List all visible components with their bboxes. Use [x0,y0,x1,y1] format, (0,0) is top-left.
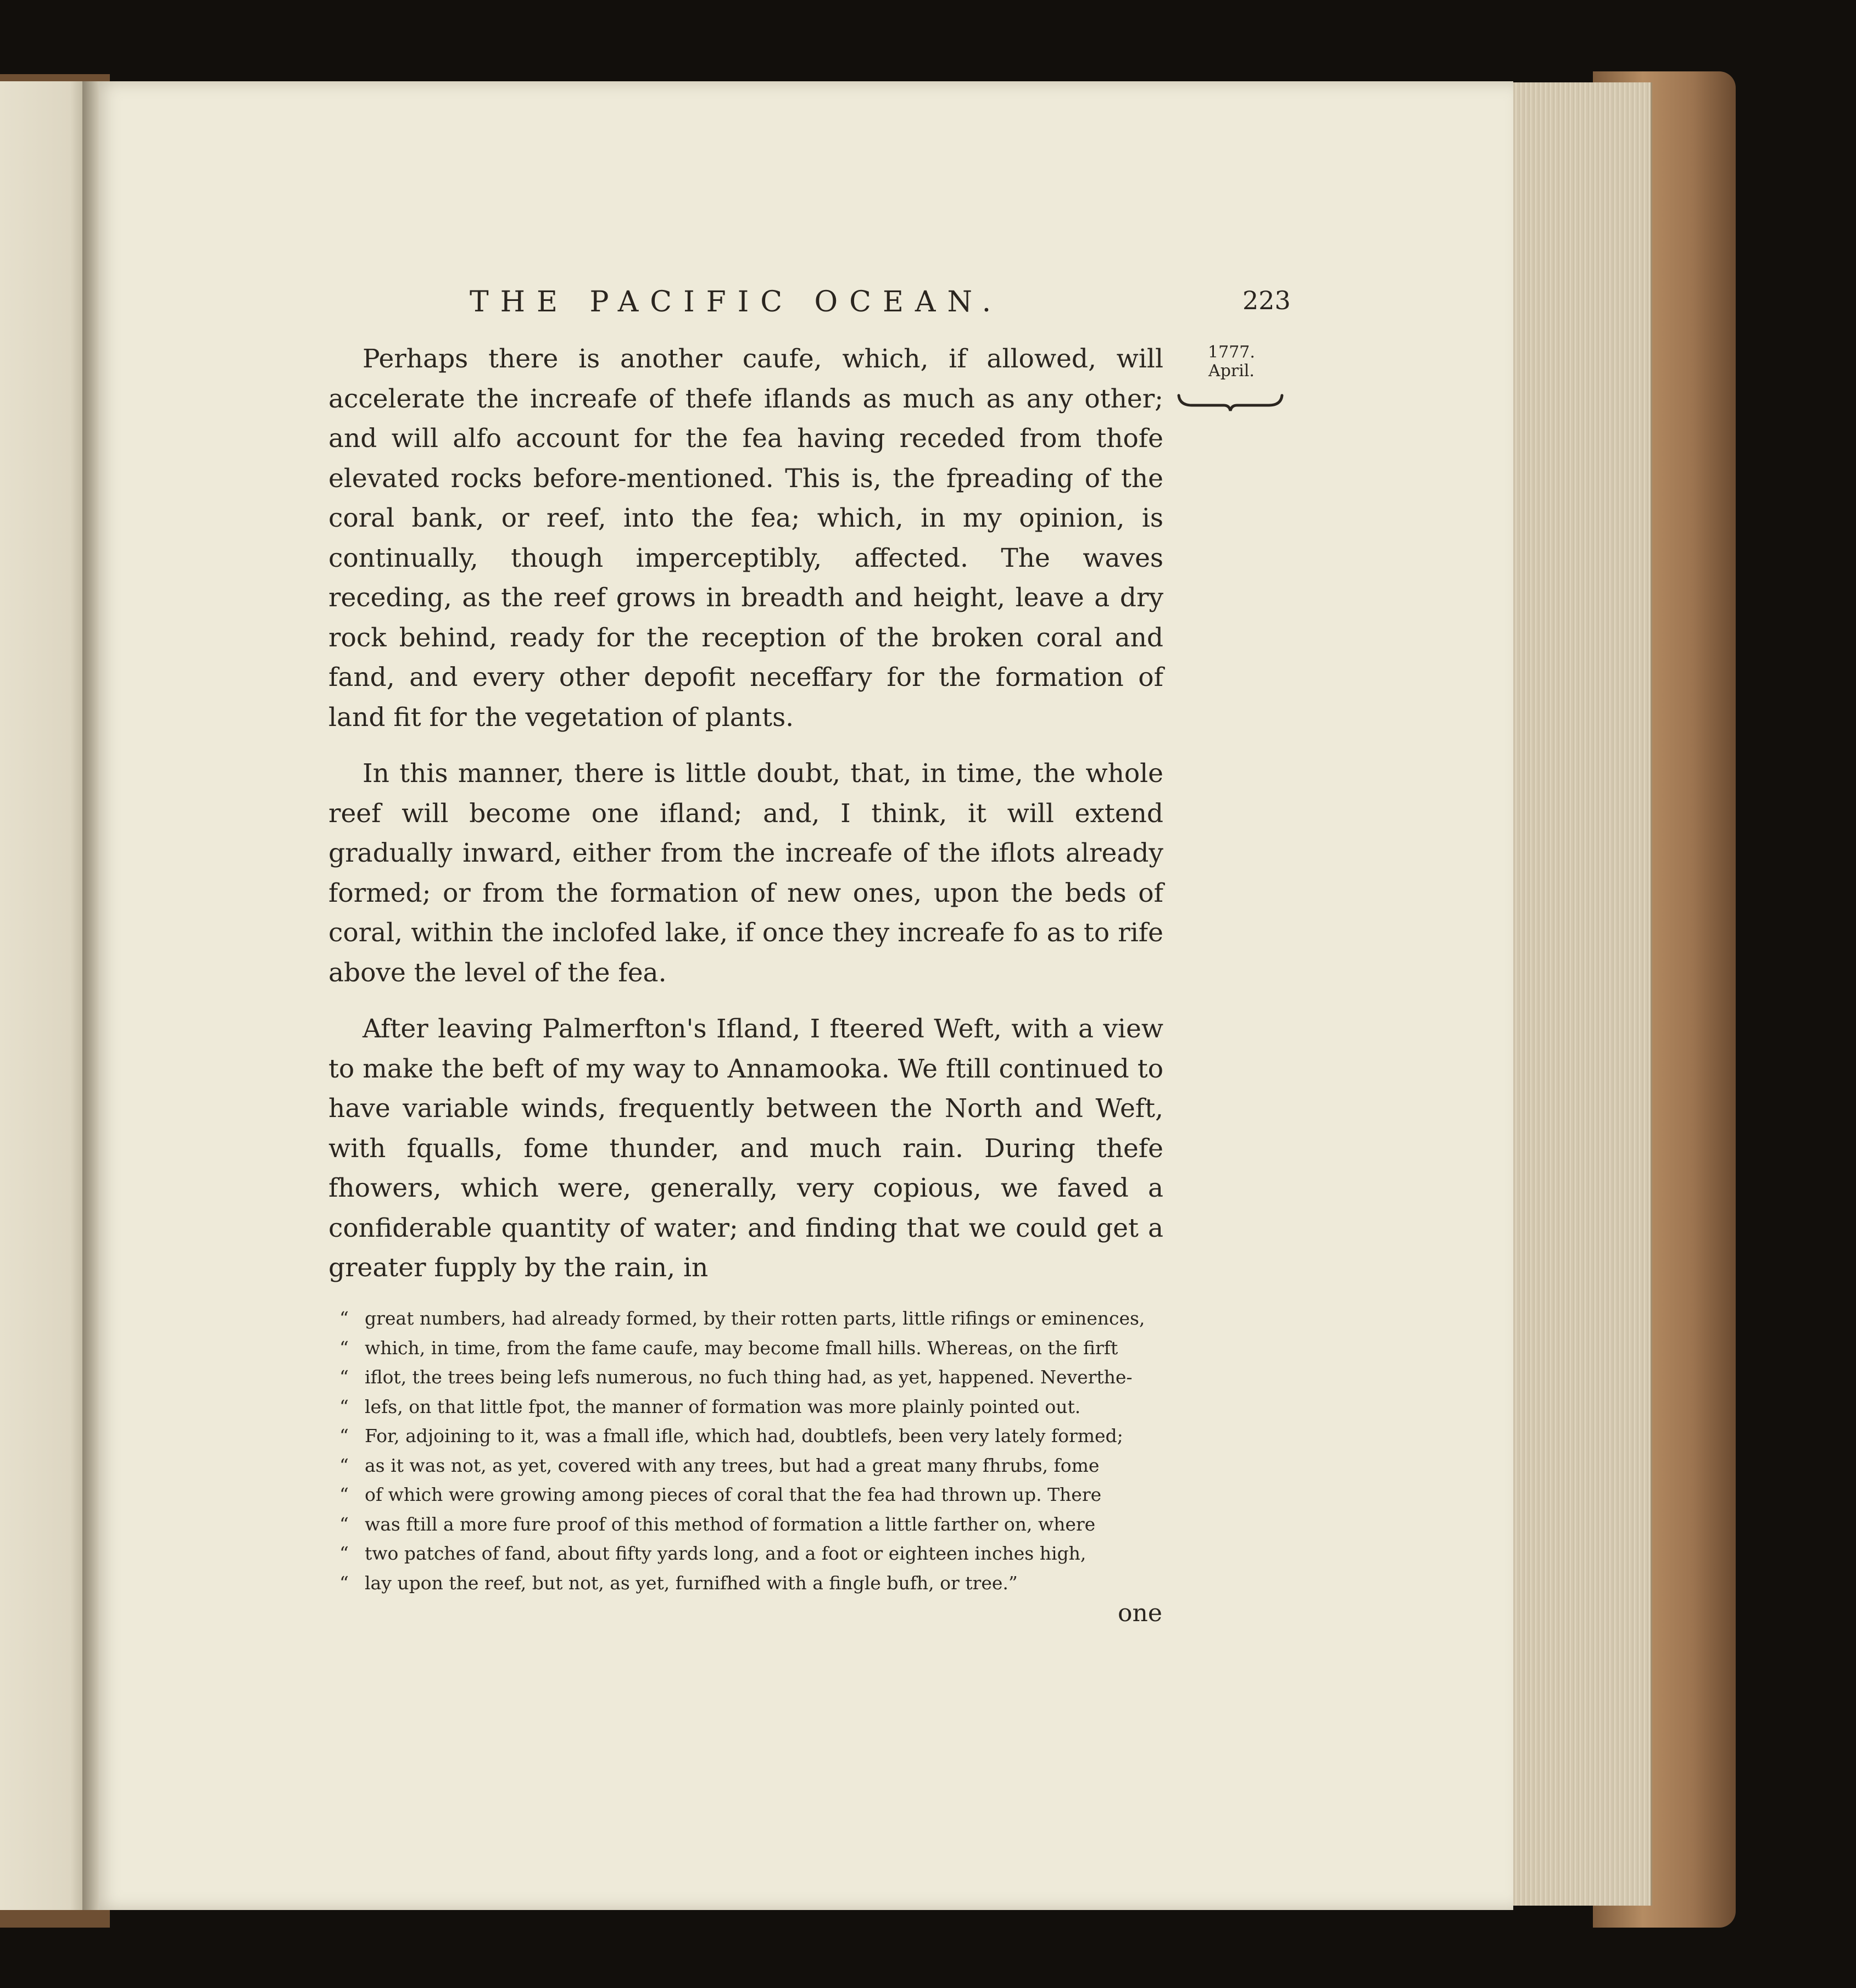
footnote-quote-mark: “ [339,1484,349,1505]
margin-month: April. [1208,361,1255,381]
footnote-quote-mark: “ [339,1337,349,1359]
footnote-line-text: lefs, on that little fpot, the manner of formation was more plainly pointed out. [365,1395,1081,1417]
footnote-line [339,1362,1174,1392]
footnote-line [339,1421,1174,1451]
page-number: 223 [1242,286,1291,315]
footnote-quote-mark: “ [339,1454,349,1476]
footnote-quote-mark: “ [339,1366,349,1388]
footnote-line [339,1392,1174,1422]
page-fore-edge [1508,82,1652,1906]
footnote-quote-mark: “ [339,1543,349,1564]
footnote-line-text: two patches of fand, about fifty yards long, and a foot or eighteen inches high, [365,1543,1086,1564]
footnote-line-text: which, in time, from the fame caufe, may become fmall hills. Whereas, on the firft [365,1337,1118,1359]
footnote-quote-mark: “ [339,1308,349,1329]
footnote-quote-mark: “ [339,1425,349,1447]
margin-date-note [1182,343,1281,381]
footnote [339,1304,1174,1598]
paragraph: Perhaps there is another caufe, which, if allowed, will accelerate the increafe of thefe iflands as much as any other; and will alfo account for the fea having receded from thofe elevated rocks before-mentioned. This is, the fpreading of the coral bank, or reef, into the fea; which, in my opinion, is continually, though imperceptibly, affected. The waves receding, as the reef grows in breadth and height, leave a dry rock behind, ready for the reception of the broken coral and fand, and every other depofit neceffary for the formation of land fit for the vegetation of plants. [328,344,1163,733]
footnote-line-text: as it was not, as yet, covered with any trees, but had a great many fhrubs, fome [365,1454,1100,1476]
main-text [328,339,1163,1305]
footnote-line [339,1510,1174,1539]
footnote-quote-mark: “ [339,1395,349,1417]
facing-page [0,81,88,1910]
margin-year: 1777. [1208,343,1255,362]
gutter-shadow [82,81,99,1910]
footnote-quote-mark: “ [339,1572,349,1594]
footnote-line [339,1451,1174,1481]
footnote-line-text: lay upon the reef, but not, as yet, furnifhed with a fingle bufh, or tree.” [365,1572,1018,1594]
footnote-quote-mark: “ [339,1513,349,1535]
footnote-line [339,1539,1174,1568]
footnote-line-text: was ftill a more fure proof of this method of formation a little farther on, where [365,1513,1096,1535]
catchword: one [1118,1599,1162,1627]
paragraph: In this manner, there is little doubt, that, in time, the whole reef will become one ifland; and, I think, it will extend gradually inward, either from the increafe of the iflots already formed; or from the formation of new ones, upon the beds of coral, within the inclofed lake, if once they increafe fo as to rife above the level of the fea. [328,758,1163,988]
footnote-line [339,1568,1174,1598]
footnote-line-text: For, adjoining to it, was a fmall ifle, which had, doubtlefs, been very lately formed; [365,1425,1123,1447]
running-head: THE PACIFIC OCEAN. [470,286,1003,319]
margin-brace-icon [1175,391,1285,413]
footnote-line-text: great numbers, had already formed, by their rotten parts, little rifings or eminences, [365,1308,1145,1329]
footnote-line-text: of which were growing among pieces of coral that the fea had thrown up. There [365,1484,1102,1505]
footnote-line-text: iflot, the trees being lefs numerous, no fuch thing had, as yet, happened. Neverthe- [365,1366,1133,1388]
footnote-line [339,1304,1174,1333]
footnote-line [339,1333,1174,1363]
footnote-line [339,1480,1174,1510]
paragraph: After leaving Palmerfton's Ifland, I fteered Weft, with a view to make the beft of my way to Annamooka. We ftill continued to have variable winds, frequently between the North and Weft, with fqualls, fome thunder, and much rain. During thefe fhowers, which were, generally, very copious, we faved a confiderable quantity of water; and finding that we could get a greater fupply by the rain, in [328,1014,1163,1283]
